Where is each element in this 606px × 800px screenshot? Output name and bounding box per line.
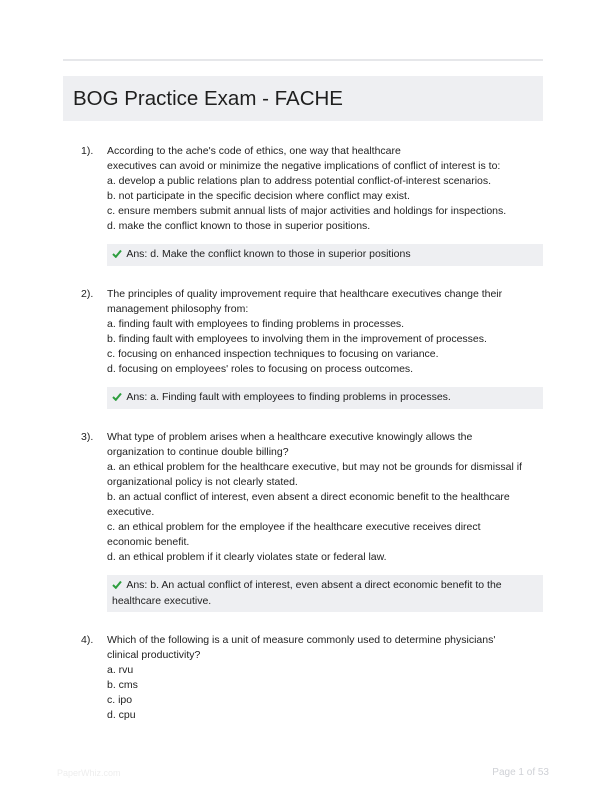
option-c: c. ensure members submit annual lists of major activities and holdings for inspections. <box>107 205 507 217</box>
page-number: Page 1 of 53 <box>492 767 549 778</box>
option-c: c. an ethical problem for the employee if the healthcare executive receives direct <box>107 521 481 533</box>
question-text <box>107 144 543 234</box>
option-d: d. cpu <box>107 709 136 721</box>
checkmark-icon <box>112 248 124 263</box>
option-a-cont: organizational policy is not clearly stated. <box>107 476 298 488</box>
answer-text-cont: healthcare executive. <box>112 595 212 607</box>
question-text <box>107 430 543 565</box>
question-number: 1). <box>81 145 94 157</box>
option-c: c. ipo <box>107 694 133 706</box>
question-line: Which of the following is a unit of measure commonly used to determine physicians' <box>107 634 496 646</box>
question-3 <box>63 430 543 612</box>
top-divider <box>63 59 543 61</box>
question-number: 4). <box>81 634 94 646</box>
checkmark-icon <box>112 579 124 594</box>
question-text <box>107 633 543 723</box>
option-b: b. an actual conflict of interest, even absent a direct economic benefit to the healthcare <box>107 491 510 503</box>
question-line: management philosophy from: <box>107 303 249 315</box>
option-a: a. develop a public relations plan to address potential conflict-of-interest scenarios. <box>107 175 492 187</box>
option-d: d. make the conflict known to those in superior positions. <box>107 220 371 232</box>
answer-text: Ans: b. An actual conflict of interest, even absent a direct economic benefit to the <box>126 579 502 591</box>
option-c: c. focusing on enhanced inspection techniques to focusing on variance. <box>107 348 439 360</box>
option-c-cont: economic benefit. <box>107 536 190 548</box>
option-b-cont: executive. <box>107 506 155 518</box>
option-b: b. cms <box>107 679 138 691</box>
question-line: What type of problem arises when a healthcare executive knowingly allows the <box>107 431 473 443</box>
option-a: a. finding fault with employees to finding problems in processes. <box>107 318 405 330</box>
answer-text: Ans: d. Make the conflict known to those in superior positions <box>126 248 411 260</box>
question-line: clinical productivity? <box>107 649 201 661</box>
option-d: d. an ethical problem if it clearly violates state or federal law. <box>107 551 387 563</box>
question-line: executives can avoid or minimize the negative implications of conflict of interest is to: <box>107 160 501 172</box>
answer-text: Ans: a. Finding fault with employees to finding problems in processes. <box>126 391 451 403</box>
page-title: BOG Practice Exam - FACHE <box>73 87 343 110</box>
question-line: The principles of quality improvement require that healthcare executives change their <box>107 288 503 300</box>
option-a: a. an ethical problem for the healthcare executive, but may not be grounds for dismissal if <box>107 461 522 473</box>
option-b: b. finding fault with employees to involving them in the improvement of processes. <box>107 333 487 345</box>
option-b: b. not participate in the specific decision where conflict may exist. <box>107 190 410 202</box>
answer-box <box>107 244 543 266</box>
question-4 <box>63 633 543 723</box>
question-line: According to the ache's code of ethics, one way that healthcare <box>107 145 401 157</box>
option-d: d. focusing on employees' roles to focusing on process outcomes. <box>107 363 414 375</box>
question-number: 2). <box>81 288 94 300</box>
option-a: a. rvu <box>107 664 134 676</box>
question-2 <box>63 287 543 409</box>
footer-watermark: PaperWhiz.com <box>57 768 121 778</box>
question-number: 3). <box>81 431 94 443</box>
question-text <box>107 287 543 377</box>
question-line: organization to continue double billing? <box>107 446 289 458</box>
checkmark-icon <box>112 391 124 406</box>
question-1 <box>63 144 543 266</box>
answer-box <box>107 575 543 612</box>
title-banner <box>63 76 543 121</box>
answer-box <box>107 387 543 409</box>
